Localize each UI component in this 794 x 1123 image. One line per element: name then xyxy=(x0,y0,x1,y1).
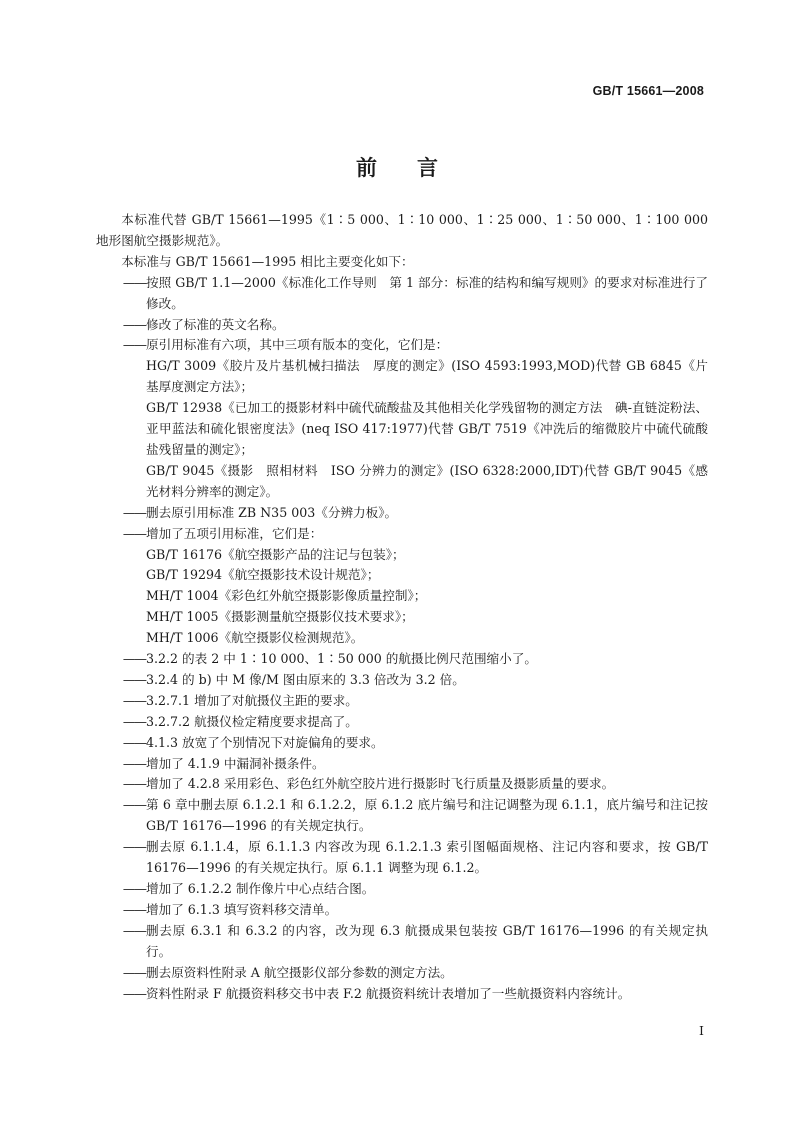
dash-marker: —— xyxy=(122,316,146,332)
dash-marker: —— xyxy=(122,337,146,353)
dash-marker: —— xyxy=(122,839,146,855)
list-item xyxy=(96,503,708,524)
list-item xyxy=(96,984,708,1005)
added-ref-item: GB/T 19294《航空摄影技术设计规范》； xyxy=(146,567,380,583)
list-item xyxy=(96,879,708,900)
added-ref-item: MH/T 1005《摄影测量航空摄影仪技术要求》； xyxy=(146,609,414,625)
dash-marker: —— xyxy=(122,776,146,792)
changed-ref-item: HG/T 3009《胶片及片基机械扫描法 厚度的测定》(ISO 4593:1993,MOD)代替 GB 6845《片基厚度测定方法》； xyxy=(146,358,708,395)
dash-marker: —— xyxy=(122,525,146,541)
title-char-2: 言 xyxy=(417,156,438,180)
dash-marker: —— xyxy=(122,901,146,917)
list-item xyxy=(96,273,708,315)
dash-marker: —— xyxy=(122,651,146,667)
dash-marker: —— xyxy=(122,755,146,771)
list-item xyxy=(96,691,708,712)
list-item-text: 3.2.2 的表 2 中 1∶10 000、1∶50 000 的航摄比例尺范围缩小了。 xyxy=(146,651,537,667)
added-ref-item: GB/T 16176《航空摄影产品的注记与包装》； xyxy=(146,546,405,562)
list-item-text: 增加了 4.2.8 采用彩色、彩色红外航空胶片进行摄影时飞行质量及摄影质量的要求。 xyxy=(146,776,615,792)
list-item-text: 按照 GB/T 1.1—2000《标准化工作导则 第 1 部分：标准的结构和编写规则》的要求对标准进行了修改。 xyxy=(146,274,708,311)
list-item xyxy=(96,774,708,795)
list-item-text: 删去原 6.1.1.4，原 6.1.1.3 内容改为现 6.1.2.1.3 索引图幅面规格、注记内容和要求，按 GB/T 16176—1996 的有关规定执行。原 6.1.1 调整为现 6.1.2。 xyxy=(146,839,708,876)
dash-marker: —— xyxy=(122,881,146,896)
list-item xyxy=(96,670,708,691)
dash-marker: —— xyxy=(122,734,146,750)
list-item-text: 增加了 4.1.9 中漏洞补摄条件。 xyxy=(146,755,325,771)
list-item-text: 第 6 章中删去原 6.1.2.1 和 6.1.2.2，原 6.1.2 底片编号和注记调整为现 6.1.1，底片编号和注记按 GB/T 16176—1996 的有关规定执行。 xyxy=(146,797,708,834)
list-item xyxy=(96,335,708,356)
intro-paragraph: 本标准代替 GB/T 15661—1995《1∶5 000、1∶10 000、1∶25 000、1∶50 000、1∶100 000 地形图航空摄影规范》。 xyxy=(96,212,708,248)
list-item xyxy=(96,315,708,336)
changed-ref-item: GB/T 9045《摄影 照相材料 ISO 分辨力的测定》(ISO 6328:2000,IDT)代替 GB/T 9045《感光材料分辨率的测定》。 xyxy=(146,462,708,499)
added-ref-item: MH/T 1006《航空摄影仪检测规范》。 xyxy=(146,630,364,646)
changed-ref-item: GB/T 12938《已加工的摄影材料中硫代硫酸盐及其他相关化学残留物的测定方法 碘-直链淀粉法、亚甲蓝法和硫化银密度法》(neq ISO 417:1977)代替 GB/T 7519《冲洗后的缩微胶片中硫代硫酸盐残留量的测定》； xyxy=(146,400,708,457)
dash-marker: —— xyxy=(122,713,146,729)
list-item-text: 删去原资料性附录 A 航空摄影仪部分参数的测定方法。 xyxy=(146,964,453,980)
list-item xyxy=(96,921,708,963)
dash-marker: —— xyxy=(122,671,146,687)
list-item xyxy=(96,837,708,879)
list-item-text: 删去原引用标准 ZB N35 003《分辨力板》。 xyxy=(146,504,398,520)
dash-marker: —— xyxy=(122,964,146,980)
list-item-text: 修改了标准的英文名称。 xyxy=(146,316,285,332)
list-item-text: 资料性附录 F 航摄资料移交书中表 F.2 航摄资料统计表增加了一些航摄资料内容统计。 xyxy=(146,985,631,1001)
list-item xyxy=(96,649,708,670)
list-item xyxy=(96,754,708,775)
list-item-text: 3.2.7.1 增加了对航摄仪主距的要求。 xyxy=(146,692,358,708)
list-item-text: 删去原 6.3.1 和 6.3.2 的内容，改为现 6.3 航摄成果包装按 GB/T 16176—1996 的有关规定执行。 xyxy=(146,922,708,959)
dash-marker: —— xyxy=(122,922,146,938)
title-char-1: 前 xyxy=(356,156,377,180)
dash-marker: —— xyxy=(122,692,146,708)
list-item-text: 增加了五项引用标准，它们是： xyxy=(146,525,323,541)
list-item xyxy=(96,900,708,921)
added-ref-item: MH/T 1004《彩色红外航空摄影影像质量控制》； xyxy=(146,588,427,604)
dash-marker: —— xyxy=(122,797,146,813)
list-item xyxy=(96,712,708,733)
list-item-text: 增加了 6.1.3 填写资料移交清单。 xyxy=(146,901,338,917)
list-item xyxy=(96,733,708,754)
page-number: I xyxy=(699,1023,704,1038)
dash-marker: —— xyxy=(122,985,146,1001)
changes-intro-paragraph: 本标准与 GB/T 15661—1995 相比主要变化如下： xyxy=(121,253,414,269)
list-item-text: 3.2.7.2 航摄仪检定精度要求提高了。 xyxy=(146,713,358,729)
list-item-text: 4.1.3 放宽了个别情况下对旋偏角的要求。 xyxy=(146,734,384,750)
dash-marker: —— xyxy=(122,504,146,520)
list-item xyxy=(96,795,708,837)
list-item-text: 3.2.4 的 b) 中 M 像/M 图由原来的 3.3 倍改为 3.2 倍。 xyxy=(146,671,465,687)
dash-marker: —— xyxy=(122,274,146,290)
list-item xyxy=(96,524,708,545)
list-item-text: 原引用标准有六项，其中三项有版本的变化，它们是： xyxy=(146,337,449,353)
list-item xyxy=(96,963,708,984)
list-item-text: 增加了 6.1.2.2 制作像片中心点结合图。 xyxy=(146,881,375,896)
standard-code: GB/T 15661—2008 xyxy=(592,84,704,98)
page-title xyxy=(0,152,794,182)
foreword-body xyxy=(96,210,708,1004)
